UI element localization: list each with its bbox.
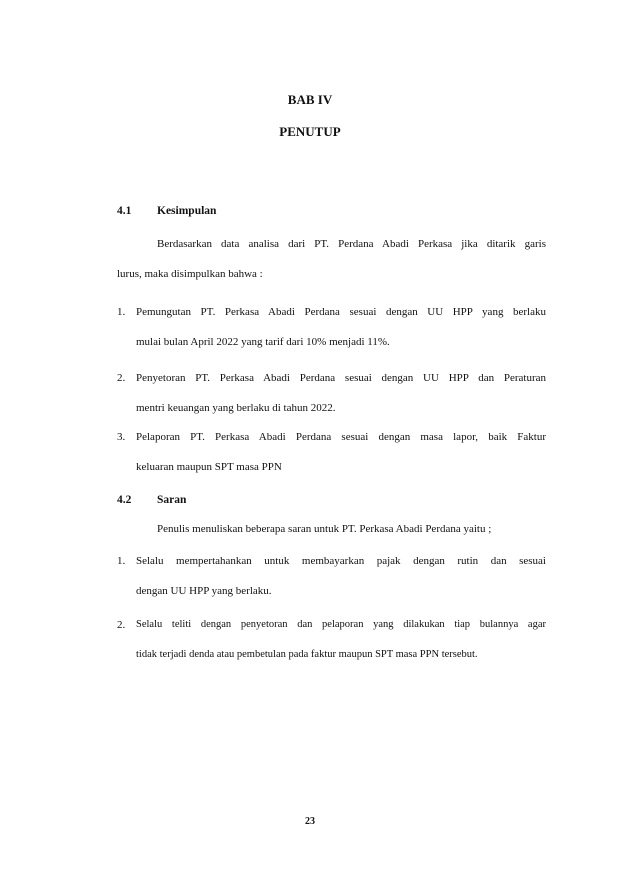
- list-item-line: mulai bulan April 2022 yang tarif dari 10% menjadi 11%.: [136, 336, 390, 348]
- section-title: Saran: [157, 494, 187, 506]
- list-number: 1.: [117, 555, 126, 567]
- list-number: 2.: [117, 372, 126, 384]
- page-number: 23: [305, 816, 315, 827]
- list-item-line: Pemungutan PT. Perkasa Abadi Perdana sesuai dengan UU HPP yang berlaku: [136, 306, 546, 318]
- section-heading-saran: [117, 494, 186, 506]
- chapter-subtitle: PENUTUP: [279, 124, 341, 139]
- list-item-line: Pelaporan PT. Perkasa Abadi Perdana sesuai dengan masa lapor, baik Faktur: [136, 431, 546, 443]
- list-item-line: dengan UU HPP yang berlaku.: [136, 585, 272, 597]
- list-item-line: keluaran maupun SPT masa PPN: [136, 461, 282, 473]
- paragraph-line: Penulis menuliskan beberapa saran untuk PT. Perkasa Abadi Perdana yaitu ;: [157, 523, 492, 535]
- list-item-line: mentri keuangan yang berlaku di tahun 2022.: [136, 402, 336, 414]
- paragraph-line: Berdasarkan data analisa dari PT. Perdana Abadi Perkasa jika ditarik garis: [157, 238, 546, 250]
- chapter-title: BAB IV: [287, 92, 333, 107]
- paragraph-line: lurus, maka disimpulkan bahwa :: [117, 268, 263, 280]
- list-item-line: Selalu mempertahankan untuk membayarkan pajak dengan rutin dan sesuai: [136, 555, 546, 567]
- list-number: 2.: [117, 619, 126, 631]
- list-item-line: Penyetoran PT. Perkasa Abadi Perdana sesuai dengan UU HPP dan Peraturan: [136, 372, 546, 384]
- section-number: 4.1: [117, 205, 132, 217]
- section-title: Kesimpulan: [157, 205, 217, 217]
- section-number: 4.2: [117, 494, 132, 506]
- list-item-line: Selalu teliti dengan penyetoran dan pelaporan yang dilakukan tiap bulannya agar: [136, 619, 546, 630]
- list-item-line: tidak terjadi denda atau pembetulan pada faktur maupun SPT masa PPN tersebut.: [136, 649, 478, 660]
- list-number: 3.: [117, 431, 126, 443]
- list-number: 1.: [117, 306, 126, 318]
- section-heading-kesimpulan: [117, 205, 216, 217]
